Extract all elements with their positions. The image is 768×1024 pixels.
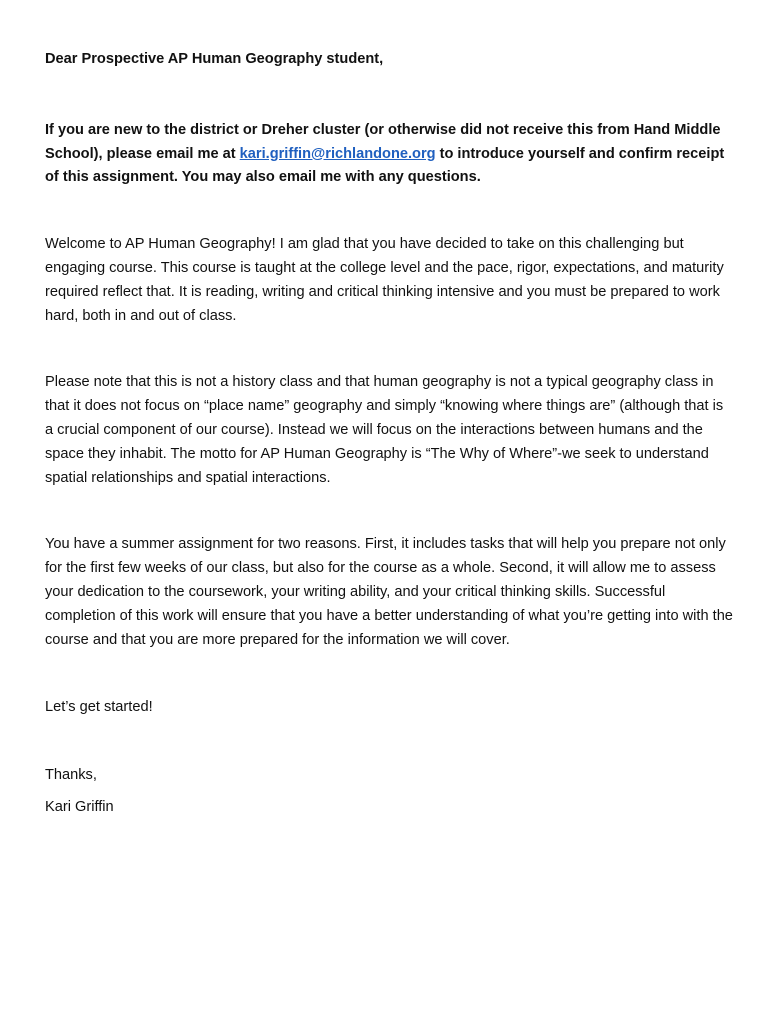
course-focus-paragraph: Please note that this is not a history class and that human geography is not a typical geography class in that it does not focus on “place name” geography and simply “knowing where things are” (although that is a crucial component of our course). Instead we will focus on the interactions between humans and the space they inhabit. The motto for AP Human Geography is “The Why of Where”-we seek to understand spatial relationships and spatial interactions. [45,374,724,486]
closing-line: Let’s get started! [45,699,153,716]
intro-text-before-email: If you are new to the district or Dreher cluster (or otherwise did not receive this from Hand Middle School), please email me at [45,121,721,162]
welcome-paragraph: Welcome to AP Human Geography! I am glad that you have decided to take on this challenging but engaging course. This course is taught at the college level and the pace, rigor, expectations, and maturity required reflect that. It is reading, writing and critical thinking intensive and you must be prepared to work hard, both in and out of class. [45,236,724,324]
summer-assignment-paragraph: You have a summer assignment for two reasons. First, it includes tasks that will help you prepare not only for the first few weeks of our class, but also for the course as a whole. Second, it will allow me to assess your dedication to the coursework, your writing ability, and your critical thinking skills. Successful completion of this work will ensure that you have a better understanding of what you’re getting into with the course and that you are more prepared for the information we will cover. [45,536,733,648]
signature: Kari Griffin [45,798,114,815]
email-link[interactable]: kari.griffin@richlandone.org [239,145,436,162]
letter-page [45,48,735,820]
intro-text-after-email: to introduce yourself and confirm receipt of this assignment. You may also email me with any questions. [45,145,725,186]
greeting: Dear Prospective AP Human Geography student, [45,51,384,67]
intro-paragraph [45,119,735,190]
signoff: Thanks, [45,767,97,784]
